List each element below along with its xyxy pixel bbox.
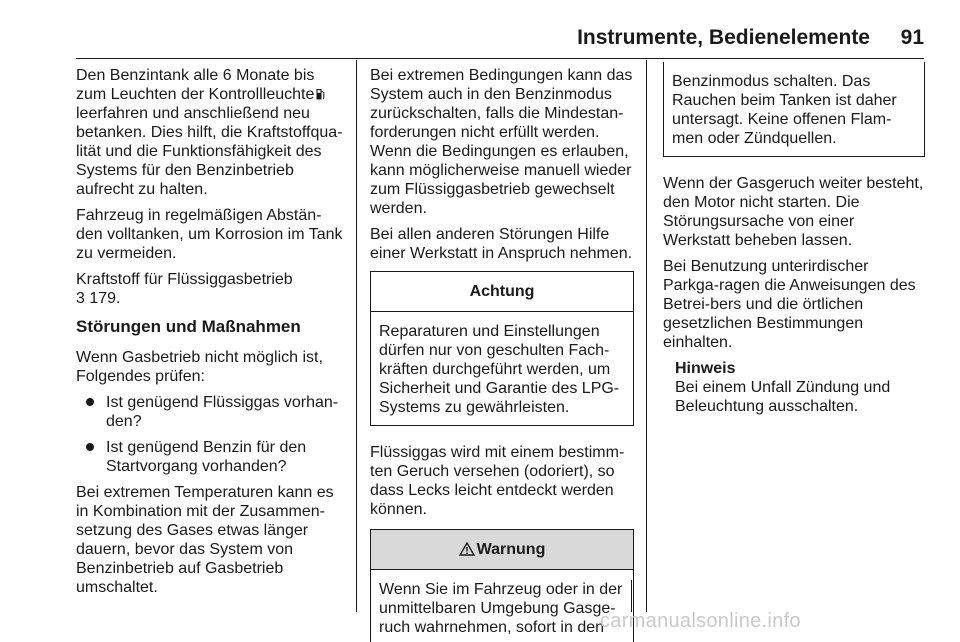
column-divider-1 (356, 60, 357, 612)
warnung-box-right-edge (631, 580, 632, 612)
hinweis-title: Hinweis (675, 360, 736, 377)
paragraph: Fahrzeug in regelmäßigen Abstän-den volltanken, um Korrosion im Tank zu vermeiden. (76, 207, 343, 262)
section-heading: Störungen und Maßnahmen (76, 317, 301, 336)
page-number: 91 (900, 26, 924, 49)
paragraph: Bei extremen Temperaturen kann es in Kombination mit der Zusammen-setzung des Gases etwas länger dauern, bevor das System von Benzinbetrieb auf Gasbetrieb umschaltet. (76, 484, 334, 596)
paragraph: Bei extremen Bedingungen kann das System auch in den Benzinmodus zurückschalten, falls die Mindestan-forderungen nicht erfüllt werden. Wenn die Bedingungen es erlauben, kann möglicherweise manuell wieder zum Flüssiggasbetrieb gewechselt werden. (370, 67, 633, 217)
paragraph: Flüssiggas wird mit einem bestimm-ten Geruch versehen (odoriert), so dass Lecks leicht entdeckt werden können. (370, 444, 625, 518)
achtung-body: Reparaturen und Einstellungen dürfen nur von geschulten Fach-kräften durchgeführt werden, um Sicherheit und Garantie des LPG-Systems zu gewährleisten. (379, 323, 620, 416)
list-item: Ist genügend Benzin für den Startvorgang vorhanden? (76, 438, 346, 476)
warnung-body: Wenn Sie im Fahrzeug oder in der unmittelbaren Umgebung Gasge-ruch wahrnehmen, sofort in den (379, 581, 623, 636)
warnung-continuation-text: Benzinmodus schalten. Das Rauchen beim Tanken ist daher untersagt. Keine offenen Flam-men oder Zündquellen. (672, 73, 897, 147)
paragraph: Wenn Gasbetrieb nicht möglich ist, Folgendes prüfen: (76, 349, 323, 385)
warnung-header (371, 530, 633, 570)
warnung-continuation-box (663, 62, 925, 157)
bullet-icon (86, 443, 94, 451)
page-header (0, 26, 960, 56)
paragraph: Den Benzintank alle 6 Monate bis zum Leuchten der Kontrollleuchte leerfahren und anschließend neu betanken. Dies hilft, die Kraftstoffqua-lität und die Funktionsfähigkeit des Systems für den Benzinbetrieb aufrecht zu halten. (76, 67, 343, 198)
column-1 (76, 66, 346, 604)
paragraph: Bei Benutzung unterirdischer Parkga-ragen die Anweisungen des Betrei-bers und die örtlichen gesetzlichen Bestimmungen einhalten. (663, 258, 916, 351)
page-reference-link[interactable]: 3 179. (76, 290, 121, 307)
column-divider-2 (646, 60, 647, 612)
achtung-title: Achtung (371, 272, 633, 312)
paragraph: Wenn der Gasgeruch weiter besteht, den Motor nicht starten. Die Störungsursache von einer Werkstatt beheben lassen. (663, 175, 924, 249)
paragraph: Bei allen anderen Störungen Hilfe einer Werkstatt in Anspruch nehmen. (370, 226, 633, 262)
page-title: Instrumente, Bedienelemente (577, 26, 870, 49)
column-3 (663, 62, 925, 416)
warnung-box-left-edge (370, 580, 371, 612)
header-rule (76, 58, 924, 59)
paragraph: Kraftstoff für Flüssiggasbetrieb 3 179. (76, 271, 293, 307)
hinweis-body: Bei einem Unfall Zündung und Beleuchtung ausschalten. (675, 379, 891, 415)
warnung-title: Warnung (476, 541, 546, 558)
list-item: Ist genügend Flüssiggas vorhan-den? (76, 393, 346, 431)
fuel-pump-icon (316, 86, 325, 98)
achtung-box (370, 271, 634, 426)
column-2 (370, 66, 634, 642)
bullet-icon (86, 398, 94, 406)
warnung-box (370, 529, 634, 642)
warning-triangle-icon (459, 532, 475, 546)
watermark: carmanualsonline.info (600, 610, 801, 632)
hinweis-note (663, 359, 925, 416)
